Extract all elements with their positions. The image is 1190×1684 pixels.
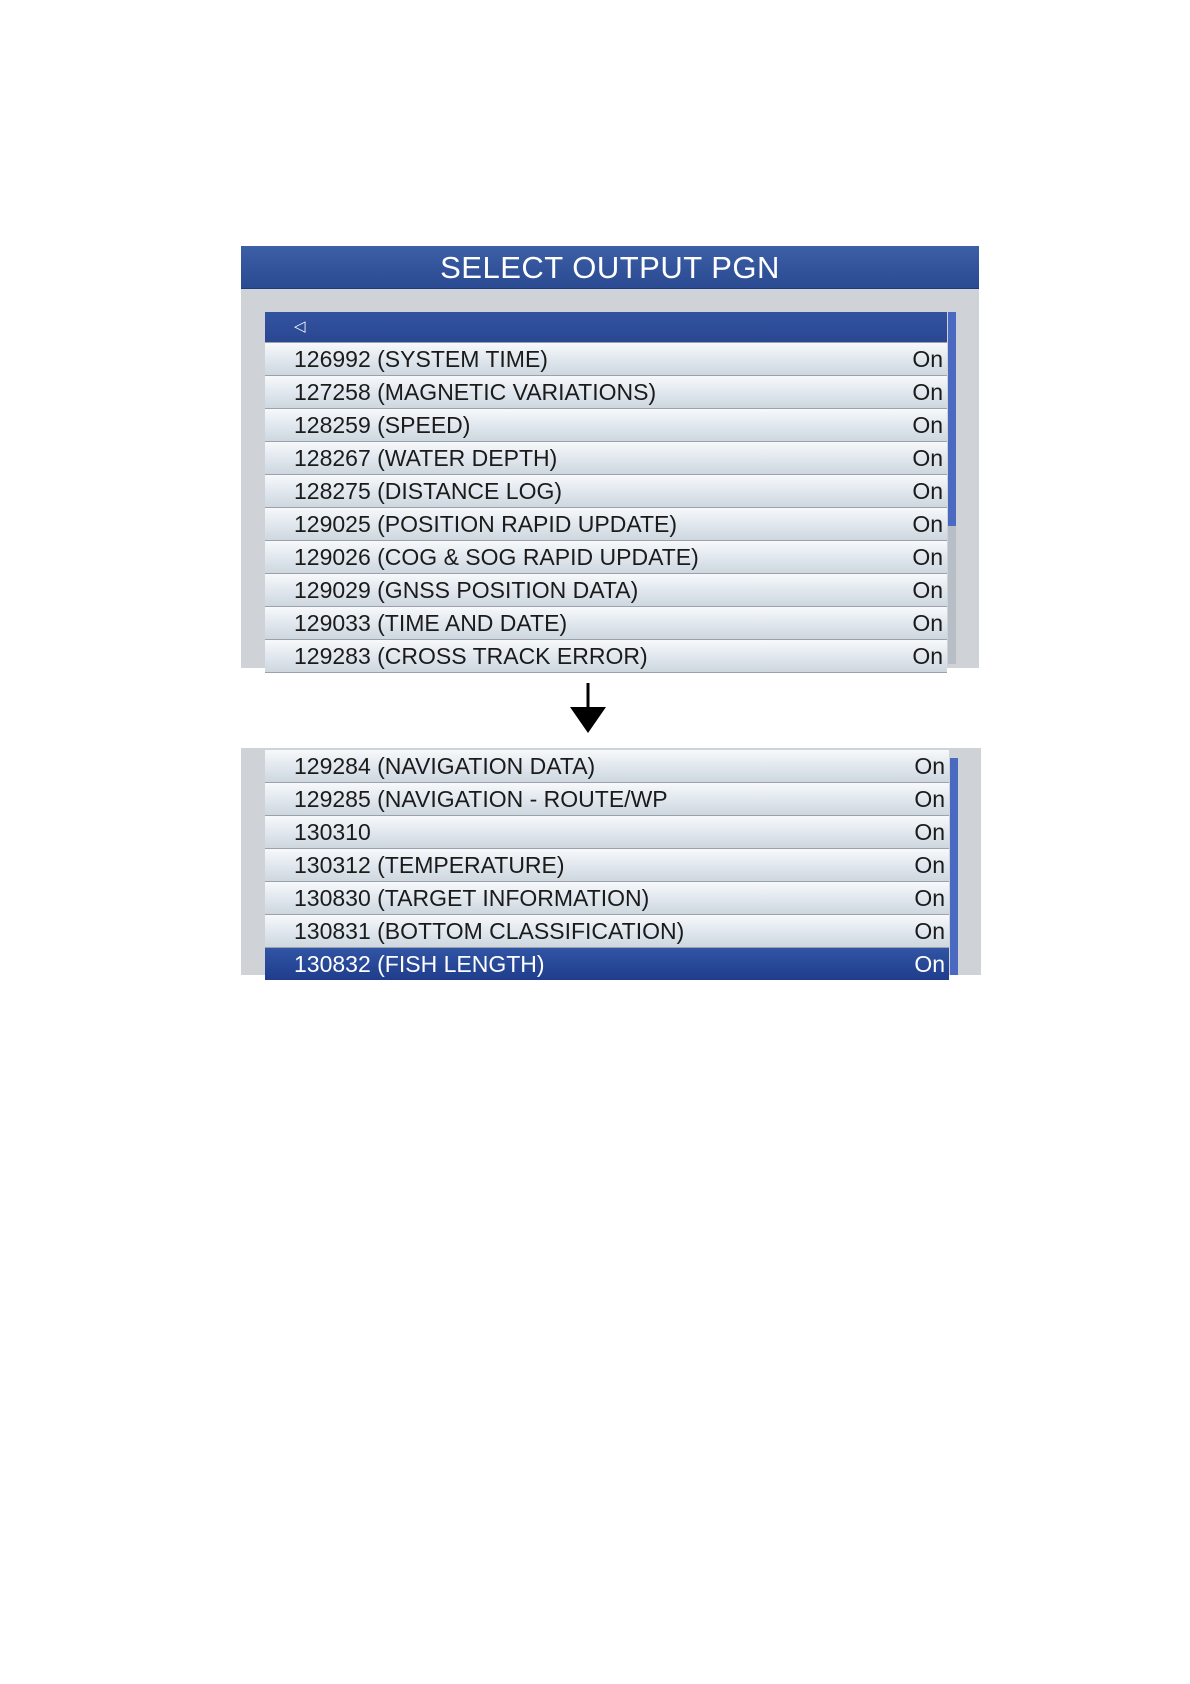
pgn-dialog-bottom: [241, 748, 981, 975]
pgn-row[interactable]: [265, 783, 949, 816]
pgn-row[interactable]: [265, 816, 949, 849]
back-row[interactable]: [265, 312, 947, 343]
pgn-row[interactable]: [265, 882, 949, 915]
pgn-status: On: [914, 819, 945, 845]
pgn-status: On: [912, 544, 943, 570]
pgn-row[interactable]: [265, 607, 947, 640]
pgn-status: On: [912, 643, 943, 669]
pgn-status: On: [914, 885, 945, 911]
pgn-row[interactable]: [265, 541, 947, 574]
pgn-label: 129029 (GNSS POSITION DATA): [294, 577, 639, 603]
pgn-row[interactable]: [265, 442, 947, 475]
pgn-list: [265, 312, 947, 673]
pgn-label: 129285 (NAVIGATION - ROUTE/WP: [294, 786, 668, 812]
pgn-status: On: [914, 951, 945, 977]
pgn-status: On: [914, 918, 945, 944]
pgn-row[interactable]: [265, 409, 947, 442]
pgn-label: 129033 (TIME AND DATE): [294, 610, 568, 636]
back-icon[interactable]: ◁: [294, 318, 306, 335]
pgn-list-continued: [265, 750, 949, 980]
pgn-status: On: [912, 577, 943, 603]
pgn-label: 130832 (FISH LENGTH): [294, 951, 545, 977]
pgn-status: On: [914, 786, 945, 812]
pgn-row[interactable]: [265, 343, 947, 376]
pgn-label: 130830 (TARGET INFORMATION): [294, 885, 650, 911]
pgn-status: On: [914, 852, 945, 878]
dialog-title: SELECT OUTPUT PGN: [440, 250, 780, 285]
pgn-label: 130831 (BOTTOM CLASSIFICATION): [294, 918, 685, 944]
pgn-row[interactable]: [265, 849, 949, 882]
scrollbar-thumb[interactable]: [948, 312, 956, 526]
pgn-status: On: [912, 478, 943, 504]
pgn-row[interactable]: [265, 948, 949, 980]
scrollbar[interactable]: [948, 312, 956, 664]
pgn-label: 128259 (SPEED): [294, 412, 471, 438]
pgn-row[interactable]: [265, 508, 947, 541]
pgn-status: On: [912, 445, 943, 471]
pgn-row[interactable]: [265, 750, 949, 783]
pgn-status: On: [914, 753, 945, 779]
pgn-label: 129026 (COG & SOG RAPID UPDATE): [294, 544, 699, 570]
pgn-label: 128275 (DISTANCE LOG): [294, 478, 563, 504]
dialog-title-bar: [241, 246, 979, 289]
pgn-label: 130312 (TEMPERATURE): [294, 852, 565, 878]
pgn-label: 130310: [294, 819, 371, 845]
scrollbar-thumb[interactable]: [950, 758, 958, 975]
pgn-status: On: [912, 610, 943, 636]
pgn-row[interactable]: [265, 915, 949, 948]
pgn-row[interactable]: [265, 376, 947, 409]
pgn-label: 127258 (MAGNETIC VARIATIONS): [294, 379, 657, 405]
pgn-label: 128267 (WATER DEPTH): [294, 445, 558, 471]
pgn-label: 129284 (NAVIGATION DATA): [294, 753, 596, 779]
pgn-label: 129283 (CROSS TRACK ERROR): [294, 643, 648, 669]
pgn-row[interactable]: [265, 640, 947, 673]
pgn-label: 126992 (SYSTEM TIME): [294, 346, 548, 372]
pgn-label: 129025 (POSITION RAPID UPDATE): [294, 511, 678, 537]
pgn-row[interactable]: [265, 475, 947, 508]
pgn-status: On: [912, 511, 943, 537]
pgn-status: On: [912, 412, 943, 438]
scrollbar[interactable]: [950, 758, 958, 975]
pgn-dialog-top: [241, 246, 979, 668]
pgn-status: On: [912, 346, 943, 372]
down-arrow-icon: [570, 683, 606, 733]
pgn-row[interactable]: [265, 574, 947, 607]
pgn-status: On: [912, 379, 943, 405]
